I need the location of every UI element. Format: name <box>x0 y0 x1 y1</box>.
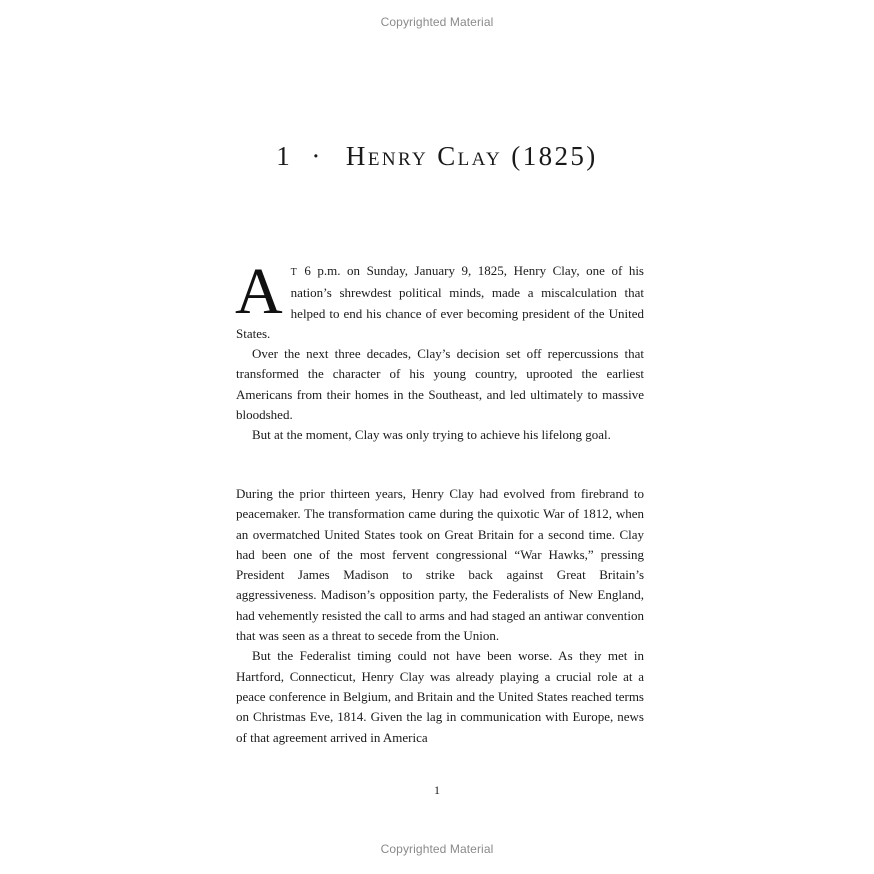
opening-paragraph-text: 6 p.m. on Sunday, January 9, 1825, Henry Clay, one of his nation’s shrewdest political minds, made a miscalculation that helped to end his chance of ever becoming president of the United States. <box>236 263 644 341</box>
chapter-number: 1 <box>276 141 293 171</box>
drop-cap: A <box>235 255 283 328</box>
page-number: 1 <box>434 783 440 797</box>
copyright-watermark-bottom: Copyrighted Material <box>380 842 494 856</box>
second-section <box>236 484 644 748</box>
body-paragraph: But the Federalist timing could not have been worse. As they met in Hartford, Connecticut, Henry Clay was already playing a crucial role at a peace conference in Belgium, and Britain and the United States reached terms on Christmas Eve, 1814. Given the lag in communication with Europe, news of that agreement arrived in America <box>236 648 644 745</box>
chapter-title: Henry Clay (1825) <box>345 141 598 171</box>
body-paragraph: Over the next three decades, Clay’s decision set off repercussions that transformed the character of his young country, uprooted the earliest Americans from their homes in the Southeast, and led ultimately to massive bloodshed. <box>236 346 644 423</box>
body-paragraph: But at the moment, Clay was only trying to achieve his lifelong goal. <box>252 427 611 443</box>
opening-section <box>235 255 644 446</box>
opening-paragraph <box>235 255 644 344</box>
section-opening-paragraph: During the prior thirteen years, Henry Clay had evolved from firebrand to peacemaker. The transformation came during the quixotic War of 1812, when an overmatched United States took on Great Britain for a second time. Clay had been one of the most fervent congressional “War Hawks,” pressing President James Madison to strike back against Great Britain’s aggressiveness. Madison’s opposition party, the Federalists of New England, had vehemently resisted the call to arms and had staged an antiwar convention that was seen as a threat to secede from the Union. <box>236 486 644 644</box>
chapter-heading <box>0 141 874 172</box>
chapter-separator: · <box>311 141 323 171</box>
lead-in-smallcaps: T <box>290 267 298 278</box>
copyright-watermark-top: Copyrighted Material <box>380 15 494 29</box>
